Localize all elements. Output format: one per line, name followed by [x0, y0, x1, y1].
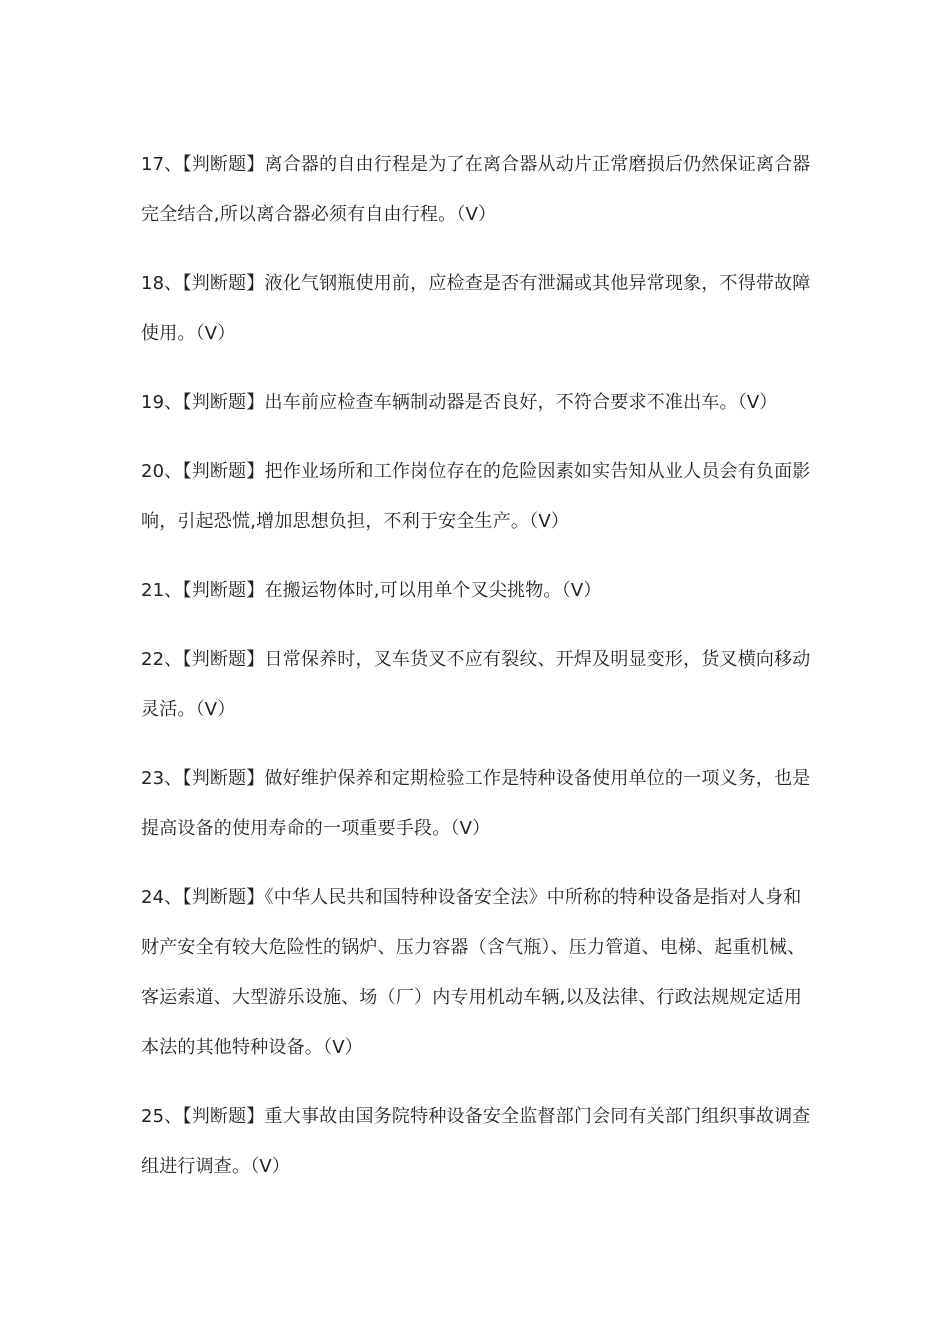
- question-type: 【判断题】: [182, 768, 265, 789]
- question-text: 液化气钢瓶使用前，应检查是否有泄漏或其他异常现象，不得带故障使用。: [141, 273, 811, 344]
- question-answer: （V）: [323, 1037, 363, 1058]
- question-list: [141, 122, 811, 1211]
- question-number: 22、: [141, 649, 183, 670]
- question-text: 《中华人民共和国特种设备安全法》中所称的特种设备是指对人身和财产安全有较大危险性的锅炉、压力容器（含气瓶）、压力管道、电梯、起重机械、客运索道、大型游乐设施、场（厂）内专用机动车辆,以及法律、行政法规规定适用本法的其他特种设备。: [141, 887, 806, 1058]
- question-number: 24、: [141, 887, 183, 908]
- question-18: [141, 259, 811, 359]
- question-number: 23、: [141, 768, 183, 789]
- question-text: 日常保养时，叉车货叉不应有裂纹、开焊及明显变形，货叉横向移动灵活。: [141, 649, 811, 720]
- question-23: [141, 754, 811, 854]
- question-answer: （V）: [456, 204, 497, 225]
- question-20: [141, 447, 811, 547]
- question-answer: （V）: [737, 392, 778, 413]
- question-number: 21、: [141, 580, 183, 601]
- question-number: 17、: [141, 154, 183, 175]
- question-type: 【判断题】: [182, 1106, 265, 1127]
- question-25: [141, 1092, 811, 1192]
- question-number: 25、: [141, 1106, 183, 1127]
- question-answer: （V）: [195, 699, 236, 720]
- question-answer: （V）: [250, 1156, 291, 1177]
- question-type: 【判断题】: [182, 461, 265, 482]
- question-type: 【判断题】: [182, 273, 265, 294]
- question-17: [141, 140, 811, 240]
- question-24: [141, 873, 811, 1073]
- question-answer: （V）: [195, 323, 236, 344]
- question-type: 【判断题】: [182, 154, 265, 175]
- question-text: 做好维护保养和定期检验工作是特种设备使用单位的一项义务，也是提高设备的使用寿命的一项重要手段。: [141, 768, 811, 839]
- question-text: 把作业场所和工作岗位存在的危险因素如实告知从业人员会有负面影响，引起恐慌,增加思想负担，不利于安全生产。: [141, 461, 811, 532]
- question-answer: （V）: [561, 580, 602, 601]
- question-number: 18、: [141, 273, 183, 294]
- question-answer: （V）: [529, 511, 570, 532]
- question-number: 19、: [141, 392, 183, 413]
- question-number: 20、: [141, 461, 183, 482]
- question-22: [141, 635, 811, 735]
- question-type: 【判断题】: [182, 887, 265, 908]
- question-type: 【判断题】: [182, 649, 265, 670]
- question-answer: （V）: [450, 818, 491, 839]
- question-21: [141, 566, 811, 616]
- question-19: [141, 378, 811, 428]
- question-text: 在搬运物体时,可以用单个叉尖挑物。: [264, 580, 562, 601]
- question-type: 【判断题】: [182, 580, 265, 601]
- question-text: 出车前应检查车辆制动器是否良好，不符合要求不准出车。: [264, 392, 738, 413]
- question-text: 重大事故由国务院特种设备安全监督部门会同有关部门组织事故调查组进行调查。: [141, 1106, 811, 1177]
- question-type: 【判断题】: [182, 392, 265, 413]
- question-text: 离合器的自由行程是为了在离合器从动片正常磨损后仍然保证离合器完全结合,所以离合器必须有自由行程。: [141, 154, 811, 225]
